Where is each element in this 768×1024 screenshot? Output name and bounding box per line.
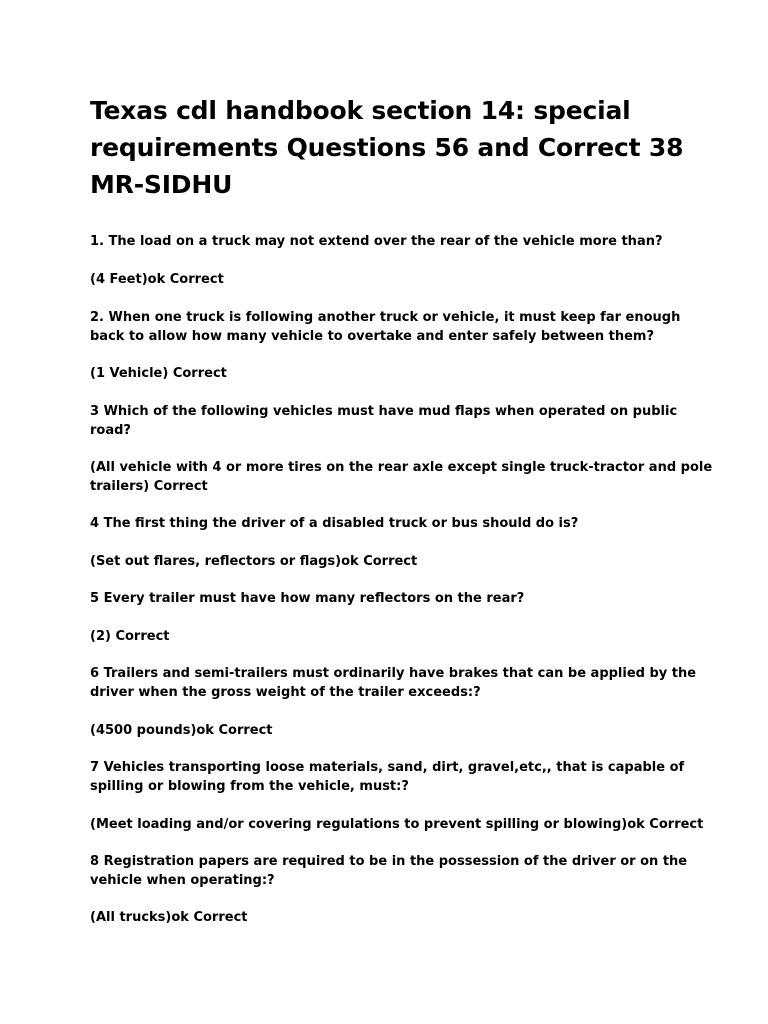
document-title: [90, 92, 690, 203]
answer-3-line-2: trailers) Correct: [90, 479, 208, 494]
answer-2: (1 Vehicle) Correct: [90, 366, 227, 381]
question-7-line-1: 7 Vehicles transporting loose materials, sand, dirt, gravel,etc,, that is capable of: [90, 760, 685, 775]
question-8-line-2: vehicle when operating:?: [90, 873, 275, 888]
question-3-line-2: road?: [90, 423, 131, 438]
title-line: MR-SIDHU: [90, 170, 233, 199]
question-4: 4 The first thing the driver of a disabled truck or bus should do is?: [90, 516, 579, 531]
title-line: requirements Questions 56 and Correct 38: [90, 133, 684, 162]
question-8-line-1: 8 Registration papers are required to be in the possession of the driver or on the: [90, 854, 688, 869]
title-line: Texas cdl handbook section 14: special: [90, 96, 631, 125]
answer-5: (2) Correct: [90, 629, 170, 644]
answer-4: (Set out flares, reflectors or flags)ok Correct: [90, 554, 418, 569]
answer-7: (Meet loading and/or covering regulations to prevent spilling or blowing)ok Correct: [90, 817, 704, 832]
question-3-line-1: 3 Which of the following vehicles must have mud flaps when operated on public: [90, 404, 678, 419]
answer-8: (All trucks)ok Correct: [90, 910, 248, 925]
answer-1: (4 Feet)ok Correct: [90, 272, 224, 287]
answer-6: (4500 pounds)ok Correct: [90, 723, 273, 738]
question-5: 5 Every trailer must have how many reflectors on the rear?: [90, 591, 525, 606]
answer-3-line-1: (All vehicle with 4 or more tires on the rear axle except single truck-tractor and pole: [90, 460, 713, 475]
question-2-line-2: back to allow how many vehicle to overtake and enter safely between them?: [90, 329, 654, 344]
question-6-line-2: driver when the gross weight of the trailer exceeds:?: [90, 685, 481, 700]
question-2-line-1: 2. When one truck is following another truck or vehicle, it must keep far enough: [90, 310, 681, 325]
question-1-line-1: 1. The load on a truck may not extend over the rear of the vehicle more than?: [90, 234, 663, 249]
question-7-line-2: spilling or blowing from the vehicle, must:?: [90, 779, 409, 794]
question-6-line-1: 6 Trailers and semi-trailers must ordinarily have brakes that can be applied by the: [90, 666, 697, 681]
